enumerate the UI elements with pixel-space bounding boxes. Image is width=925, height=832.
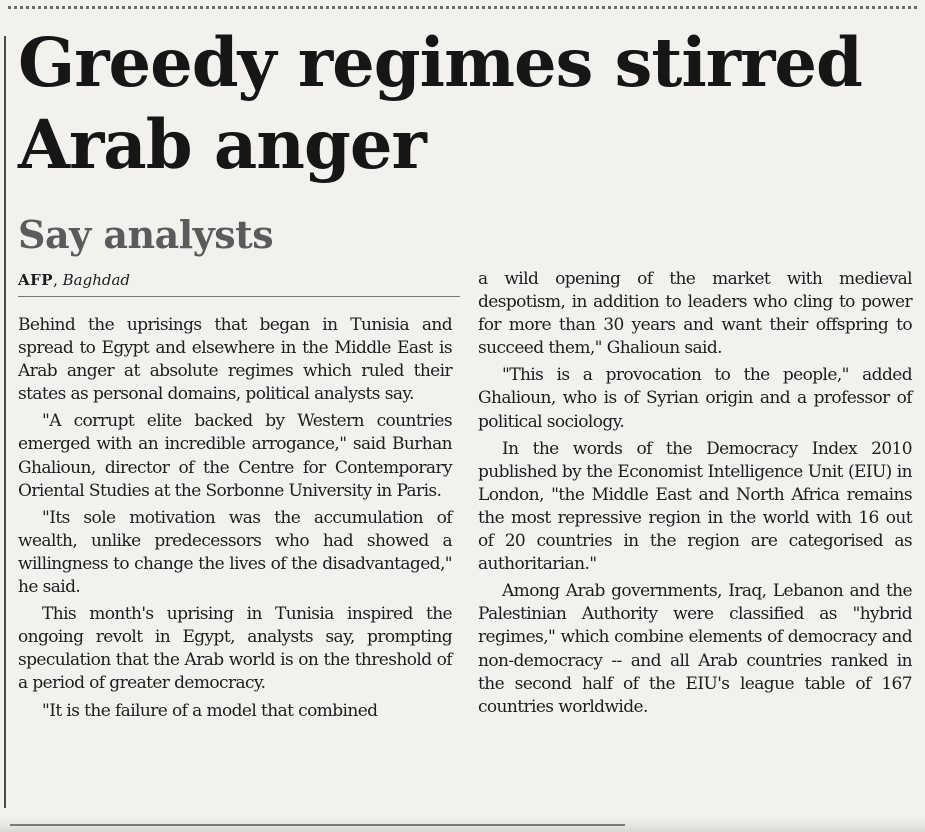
- headline: Greedy regimes stirred Arab anger: [18, 23, 862, 184]
- top-dotted-rule: [8, 6, 917, 9]
- paragraph: "A corrupt elite backed by Western countries emerged with an incredible arrogance," said Burhan Ghalioun, director of the Centre for Contemporary Oriental Studies at the Sorbonne University in Paris.: [18, 411, 452, 501]
- paragraph: This month's uprising in Tunisia inspired the ongoing revolt in Egypt, analysts say, prompting speculation that the Arab world is on the threshold of a period of greater democracy.: [18, 604, 452, 694]
- paragraph: Behind the uprisings that began in Tunisia and spread to Egypt and elsewhere in the Middle East is Arab anger at absolute regimes which ruled their states as personal domains, political analysts say.: [18, 315, 452, 405]
- paragraph: Among Arab governments, Iraq, Lebanon and the Palestinian Authority were classified as "hybrid regimes," which combine elements of democracy and non-democracy -- and all Arab countries ranked in the second half of the EIU's league table of 167 countries worldwide.: [478, 581, 912, 717]
- paragraph: "This is a provocation to the people," added Ghalioun, who is of Syrian origin and a professor of political sociology.: [478, 365, 912, 432]
- byline: [18, 270, 460, 297]
- byline-agency: AFP: [18, 271, 54, 289]
- byline-separator: ,: [53, 271, 63, 289]
- paragraph: a wild opening of the market with medieval despotism, in addition to leaders who cling to power for more than 30 years and want their offspring to succeed them," Ghalioun said.: [478, 269, 912, 359]
- bottom-rule: [10, 824, 625, 826]
- paragraph: "Its sole motivation was the accumulation of wealth, unlike predecessors who had showed a willingness to change the lives of the disadvantaged," he said.: [18, 507, 452, 598]
- subheadline: Say analysts: [18, 212, 274, 257]
- paragraph: "It is the failure of a model that combined: [42, 700, 378, 721]
- article-column-right: [478, 268, 912, 719]
- left-column-rule: [4, 36, 6, 808]
- byline-location: Baghdad: [62, 271, 131, 289]
- article-column-left: [18, 314, 452, 723]
- paragraph: In the words of the Democracy Index 2010 published by the Economist Intelligence Unit (EIU) in London, "the Middle East and North Africa remains the most repressive region in the world with 16 out of 20 countries in the region are categorised as authoritarian.": [478, 438, 912, 575]
